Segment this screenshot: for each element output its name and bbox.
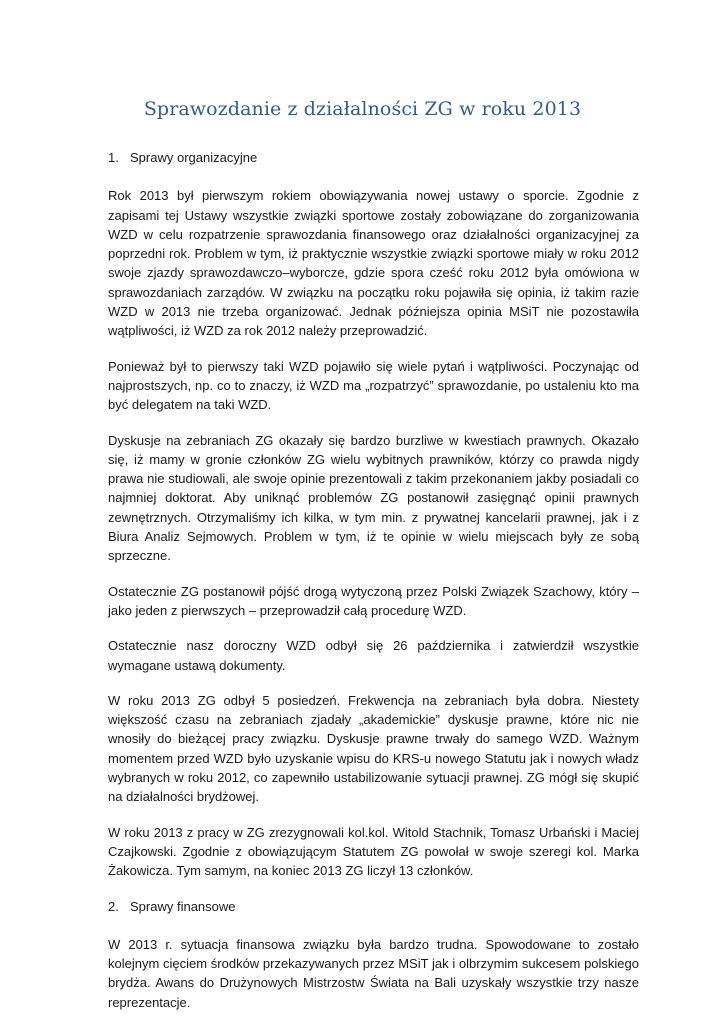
section-heading-financial (108, 897, 639, 916)
section-number: 2. (108, 898, 119, 914)
paragraph: Ponieważ był to pierwszy taki WZD pojawiło się wiele pytań i wątpliwości. Poczynając od najprostszych, np. co to znaczy, iż WZD ma „rozpatrzyć” sprawozdanie, po ustaleniu kto ma być delegatem na taki WZD. (108, 358, 639, 413)
paragraph: W roku 2013 z pracy w ZG zrezygnowali kol.kol. Witold Stachnik, Tomasz Urbański i Maciej Czajkowski. Zgodnie z obowiązującym Statutem ZG powołał w swoje szeregi kol. Marka Żakowicza. Tym samym, na koniec 2013 ZG liczył 13 członków. (108, 824, 639, 879)
section-title: Sprawy finansowe (130, 898, 236, 914)
paragraph: Ostatecznie nasz doroczny WZD odbył się 26 października i zatwierdził wszystkie wymagane ustawą dokumenty. (108, 638, 639, 673)
paragraph: W roku 2013 ZG odbył 5 posiedzeń. Frekwencja na zebraniach była dobra. Niestety większość czasu na zebraniach zjadały „akademickie” dyskusje prawne, które nic nie wnosiły do bieżącej pracy związku. Dyskusje prawne trwały do samego WZD. Ważnym momentem przed WZD było uzyskanie wpisu do KRS-u nowego Statutu jak i nowych władz wybranych w roku 2012, co zapewniło ustabilizowanie sytuacji prawnej. ZG mógł się skupić na działalności brydżowej. (108, 692, 639, 805)
section-heading-organizational (108, 148, 639, 167)
section-title: Sprawy organizacyjne (130, 150, 258, 165)
paragraph: Ostatecznie ZG postanowił pójść drogą wytyczoną przez Polski Związek Szachowy, który – jako jeden z pierwszych – przeprowadził całą procedurę WZD. (108, 583, 639, 618)
document-title: Sprawozdanie z działalności ZG w roku 2013 (143, 98, 582, 120)
paragraph: Dyskusje na zebraniach ZG okazały się bardzo burzliwe w kwestiach prawnych. Okazało się, iż mamy w gronie członków ZG wielu wybitnych prawników, którzy co prawda nigdy prawa nie studiowali, ale swoje opinie prezentowali z takim przekonaniem jakby posiadali co najmniej doktorat. Aby uniknąć problemów ZG postanowił zasięgnąć opinii prawnych zewnętrznych. Otrzymaliśmy ich kilka, w tym min. z prywatnej kancelarii prawnej, jak i z Biura Analiz Sejmowych. Problem w tym, iż te opinie w wielu miejscach były ze sobą sprzeczne. (108, 432, 639, 564)
paragraph: W 2013 r. sytuacja finansowa związku była bardzo trudna. Spowodowane to zostało kolejnym cięciem środków przekazywanych przez MSiT jak i olbrzymim sukcesem polskiego brydża. Awans do Drużynowych Mistrzostw Świata na Bali uzyskały wszystkie trzy nasze reprezentacje. (108, 936, 639, 1010)
paragraph: Rok 2013 był pierwszym rokiem obowiązywania nowej ustawy o sporcie. Zgodnie z zapisami tej Ustawy wszystkie związki sportowe zostały zobowiązane do zorganizowania WZD w celu rozpatrzenie sprawozdania finansowego oraz działalności organizacyjnej za poprzedni rok. Problem w tym, iż praktycznie wszystkie związki sportowe miały w roku 2012 swoje zjazdy sprawozdawczo–wyborcze, gdzie spora cześć roku 2012 była omówiona w sprawozdaniach zarządów. W związku na początku roku pojawiła się opinia, iż takim razie WZD w 2013 nie trzeba organizować. Jednak późniejsza opinia MSiT nie pozostawiła wątpliwości, iż WZD za rok 2012 należy przeprowadzić. (108, 188, 639, 339)
document-body (108, 148, 639, 1012)
section-number: 1. (108, 150, 119, 165)
